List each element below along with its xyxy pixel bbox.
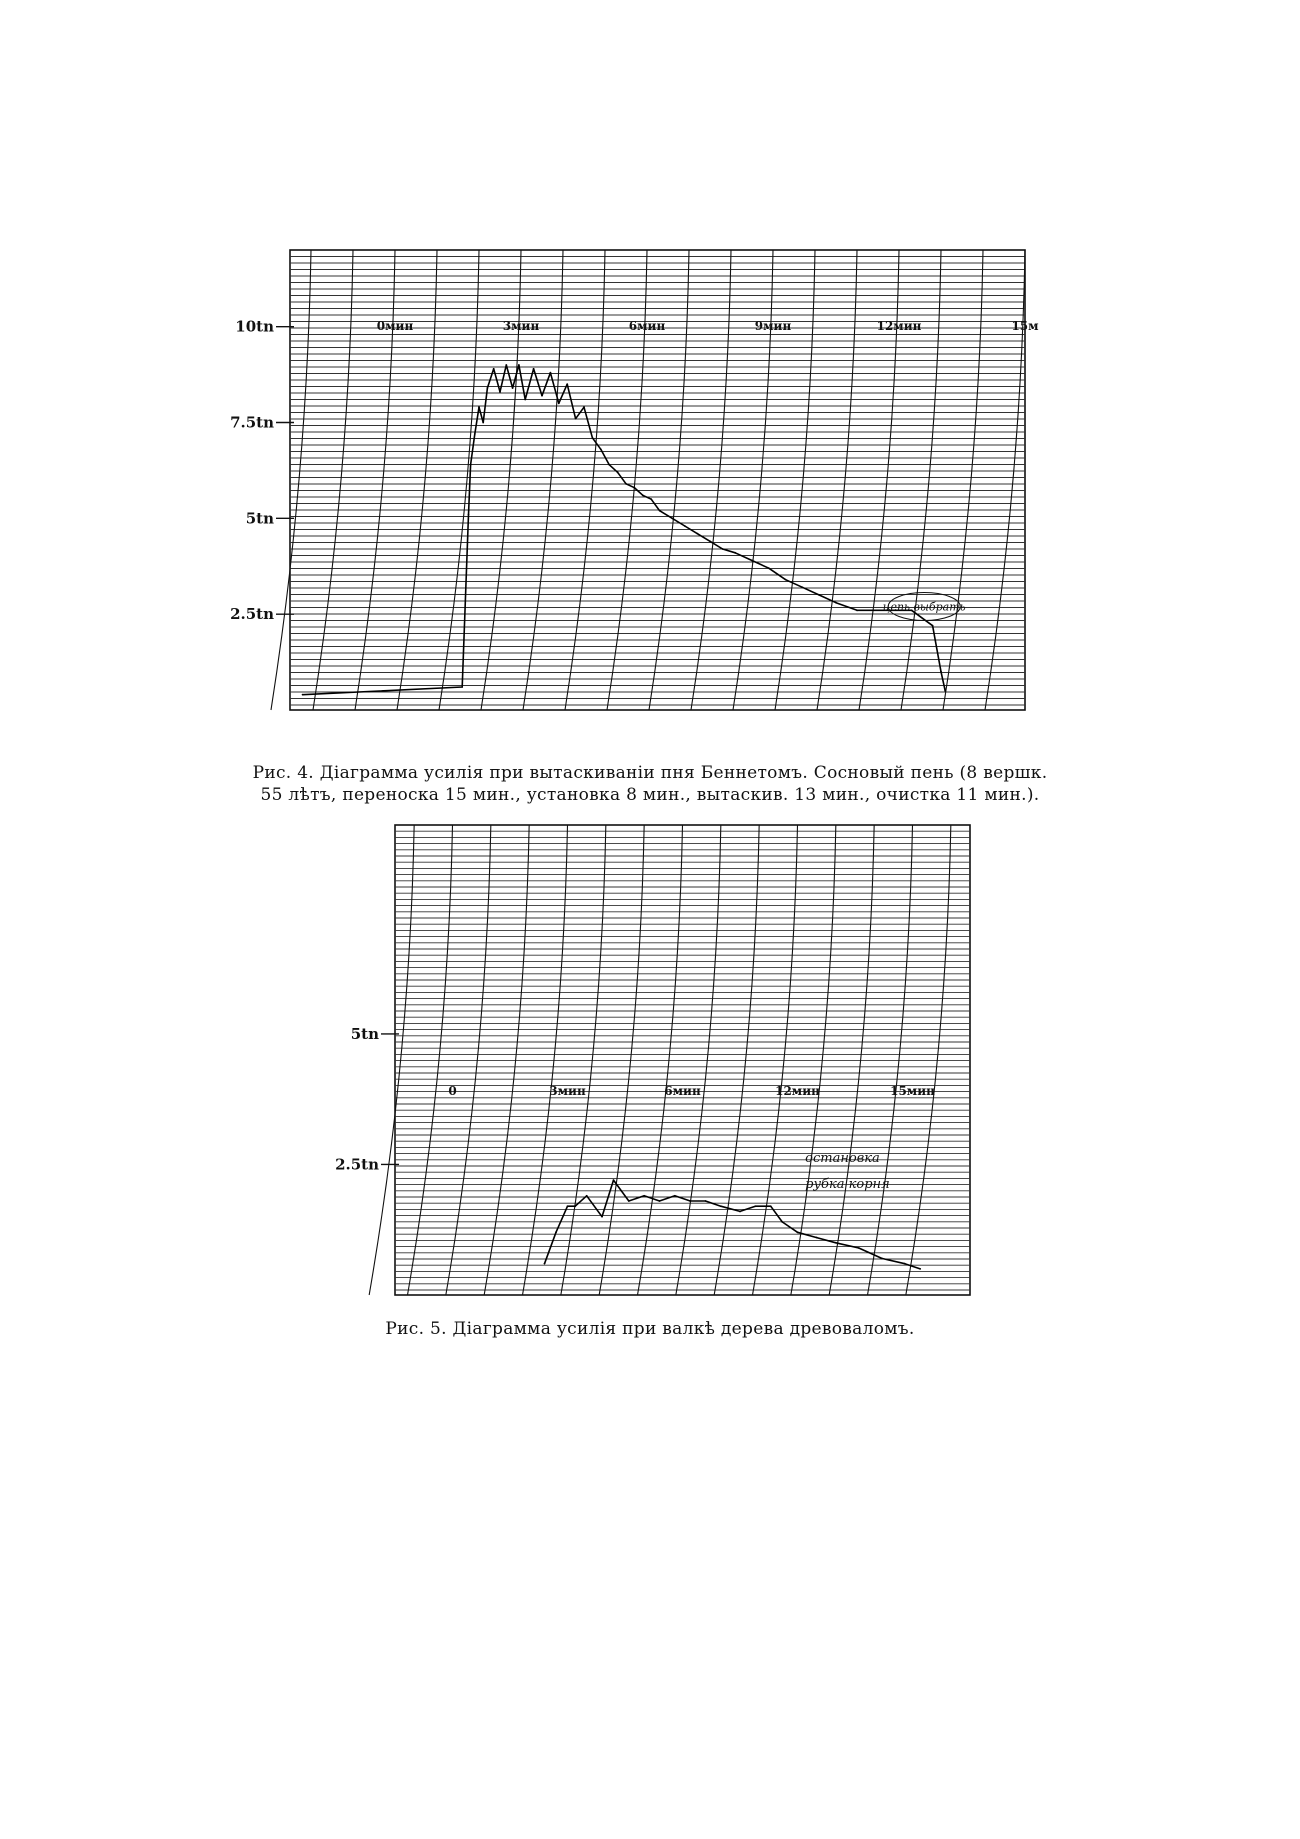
grid-time-arc [714, 825, 759, 1295]
time-label: 0 [448, 1084, 457, 1098]
data-point [919, 1268, 921, 1270]
data-point [608, 464, 610, 466]
grid-time-arc [829, 825, 874, 1295]
data-point [518, 364, 520, 366]
data-point [642, 494, 644, 496]
annotation-text: цепь выбрать [882, 600, 966, 614]
series-line [545, 1180, 921, 1269]
data-point [816, 1237, 818, 1239]
data-point [734, 552, 736, 554]
data-point [583, 406, 585, 408]
grid-time-arc [753, 825, 798, 1295]
figure-4-chart [230, 240, 1050, 760]
time-label: 12мин [775, 1084, 820, 1098]
data-point [944, 690, 946, 692]
y-tick-label: 10tn [235, 317, 274, 336]
data-point [493, 368, 495, 370]
data-point [689, 1200, 691, 1202]
data-point [550, 372, 552, 374]
y-tick-label: 7.5tn [230, 413, 274, 432]
grid-time-arc [906, 825, 951, 1295]
data-point [768, 567, 770, 569]
data-point [478, 406, 480, 408]
data-point [505, 364, 507, 366]
data-point [754, 1205, 756, 1207]
data-point [802, 586, 804, 588]
data-point [659, 510, 661, 512]
data-point [600, 448, 602, 450]
data-point [659, 1200, 661, 1202]
data-point [524, 399, 526, 401]
data-point [709, 540, 711, 542]
figure-5-caption [0, 1318, 1300, 1340]
plot-frame [395, 825, 970, 1295]
grid-time-arc [599, 825, 644, 1295]
data-point [533, 368, 535, 370]
data-point [468, 514, 470, 516]
grid-time-arc [446, 825, 491, 1295]
data-point [881, 1258, 883, 1260]
data-point [674, 1195, 676, 1197]
time-label: 3мин [502, 319, 540, 333]
data-point [634, 487, 636, 489]
figure-4-caption [0, 762, 1300, 806]
data-point [671, 517, 673, 519]
data-point [697, 533, 699, 535]
data-point [739, 1211, 741, 1213]
time-label: 3мин [549, 1084, 586, 1098]
grid-time-arc [369, 825, 414, 1295]
data-point [722, 548, 724, 550]
data-point [904, 1263, 906, 1265]
data-point [751, 560, 753, 562]
data-point [499, 391, 501, 393]
data-point [474, 433, 476, 435]
data-point [566, 383, 568, 385]
data-point [482, 422, 484, 424]
grid-time-arc [523, 825, 568, 1295]
grid-time-arc [943, 250, 983, 710]
data-point [613, 1179, 615, 1181]
data-point [684, 525, 686, 527]
data-point [512, 387, 514, 389]
figure-4-caption-line-2: 55 лѣтъ, переноска 15 мин., установка 8 мин., вытаскив. 13 мин., очистка 11 мин.). [260, 785, 1040, 805]
data-point [586, 1195, 588, 1197]
data-point [617, 471, 619, 473]
data-point [835, 1242, 837, 1244]
data-point [932, 625, 934, 627]
figure-5-chart [335, 815, 990, 1295]
data-point [628, 1200, 630, 1202]
data-point [650, 498, 652, 500]
y-tick-label: 2.5tn [335, 1155, 379, 1174]
data-point [643, 1195, 645, 1197]
data-point [302, 694, 304, 696]
grid-time-arc [484, 825, 529, 1295]
time-label: 6мин [628, 319, 666, 333]
time-label: 12мин [876, 319, 922, 333]
data-point [555, 1231, 557, 1233]
data-point [541, 395, 543, 397]
grid-time-arc [565, 250, 605, 710]
annotation-text-1: остановка [805, 1150, 880, 1166]
figure-4-caption-line-1: Рис. 4. Діаграмма усилія при вытаскиваніи пня Беннетомъ. Сосновый пень (8 вершк. [252, 763, 1048, 783]
time-label: 6мин [664, 1084, 701, 1098]
grid-time-arc [691, 250, 731, 710]
data-point [785, 579, 787, 581]
data-point [781, 1221, 783, 1223]
time-label: 15м [1011, 319, 1039, 333]
grid-time-arc [313, 250, 353, 710]
data-point [461, 686, 463, 688]
data-point [858, 1247, 860, 1249]
data-point [720, 1205, 722, 1207]
data-point [487, 387, 489, 389]
data-point [797, 1231, 799, 1233]
data-point [470, 464, 472, 466]
data-point [544, 1263, 546, 1265]
grid-time-arc [676, 825, 721, 1295]
y-tick-label: 5tn [245, 509, 274, 528]
time-label: 9мин [754, 319, 792, 333]
data-point [705, 1200, 707, 1202]
data-point [574, 1205, 576, 1207]
data-point [575, 418, 577, 420]
grid-time-arc [439, 250, 479, 710]
data-point [592, 437, 594, 439]
data-point [856, 609, 858, 611]
data-point [770, 1205, 772, 1207]
data-point [625, 483, 627, 485]
y-tick-label: 5tn [350, 1024, 379, 1043]
time-label: 15мин [890, 1084, 935, 1098]
annotation-text-2: рубка корня [805, 1176, 890, 1192]
data-point [818, 594, 820, 596]
time-label: 0мин [376, 319, 414, 333]
data-point [940, 671, 942, 673]
grid-time-arc [868, 825, 913, 1295]
y-tick-label: 2.5tn [230, 605, 274, 624]
data-point [567, 1205, 569, 1207]
data-point [558, 402, 560, 404]
grid-time-arc [561, 825, 606, 1295]
data-point [835, 602, 837, 604]
figure-5-caption-line-1: Рис. 5. Діаграмма усилія при валкѣ дерева древоваломъ. [385, 1319, 915, 1339]
grid-time-arc [408, 825, 453, 1295]
grid-time-arc [791, 825, 836, 1295]
data-point [601, 1216, 603, 1218]
grid-time-arc [271, 250, 311, 710]
grid-time-arc [817, 250, 857, 710]
grid-time-arc [638, 825, 683, 1295]
